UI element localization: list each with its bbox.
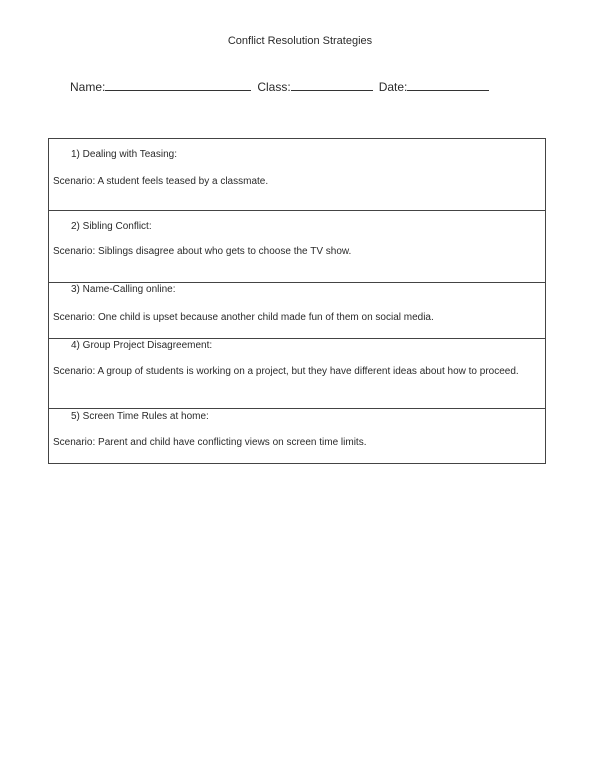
scenario-heading: 1) Dealing with Teasing: xyxy=(71,149,177,160)
scenario-heading: 5) Screen Time Rules at home: xyxy=(71,411,209,422)
scenario-row xyxy=(49,211,545,283)
scenario-text: Scenario: A group of students is working on a project, but they have different ideas about how to proceed. xyxy=(53,366,519,377)
scenario-row xyxy=(49,283,545,339)
scenario-text: Scenario: A student feels teased by a classmate. xyxy=(53,176,269,187)
name-label: Name: xyxy=(70,80,106,94)
page-title: Conflict Resolution Strategies xyxy=(227,35,373,47)
class-label: Class: xyxy=(257,80,291,94)
scenario-row xyxy=(49,409,545,464)
student-info-line xyxy=(70,78,510,94)
scenario-heading: 3) Name-Calling online: xyxy=(71,284,176,295)
date-blank xyxy=(407,78,489,91)
scenario-text: Scenario: One child is upset because another child made fun of them on social media. xyxy=(53,312,434,323)
scenario-row xyxy=(49,139,545,211)
scenario-table xyxy=(48,138,546,464)
scenario-text: Scenario: Parent and child have conflicting views on screen time limits. xyxy=(53,437,367,448)
class-blank xyxy=(291,78,373,91)
name-blank xyxy=(105,78,251,91)
date-label: Date: xyxy=(378,80,408,94)
scenario-text: Scenario: Siblings disagree about who gets to choose the TV show. xyxy=(53,246,352,257)
scenario-heading: 4) Group Project Disagreement: xyxy=(71,340,213,351)
scenario-row xyxy=(49,339,545,409)
scenario-heading: 2) Sibling Conflict: xyxy=(71,221,152,232)
